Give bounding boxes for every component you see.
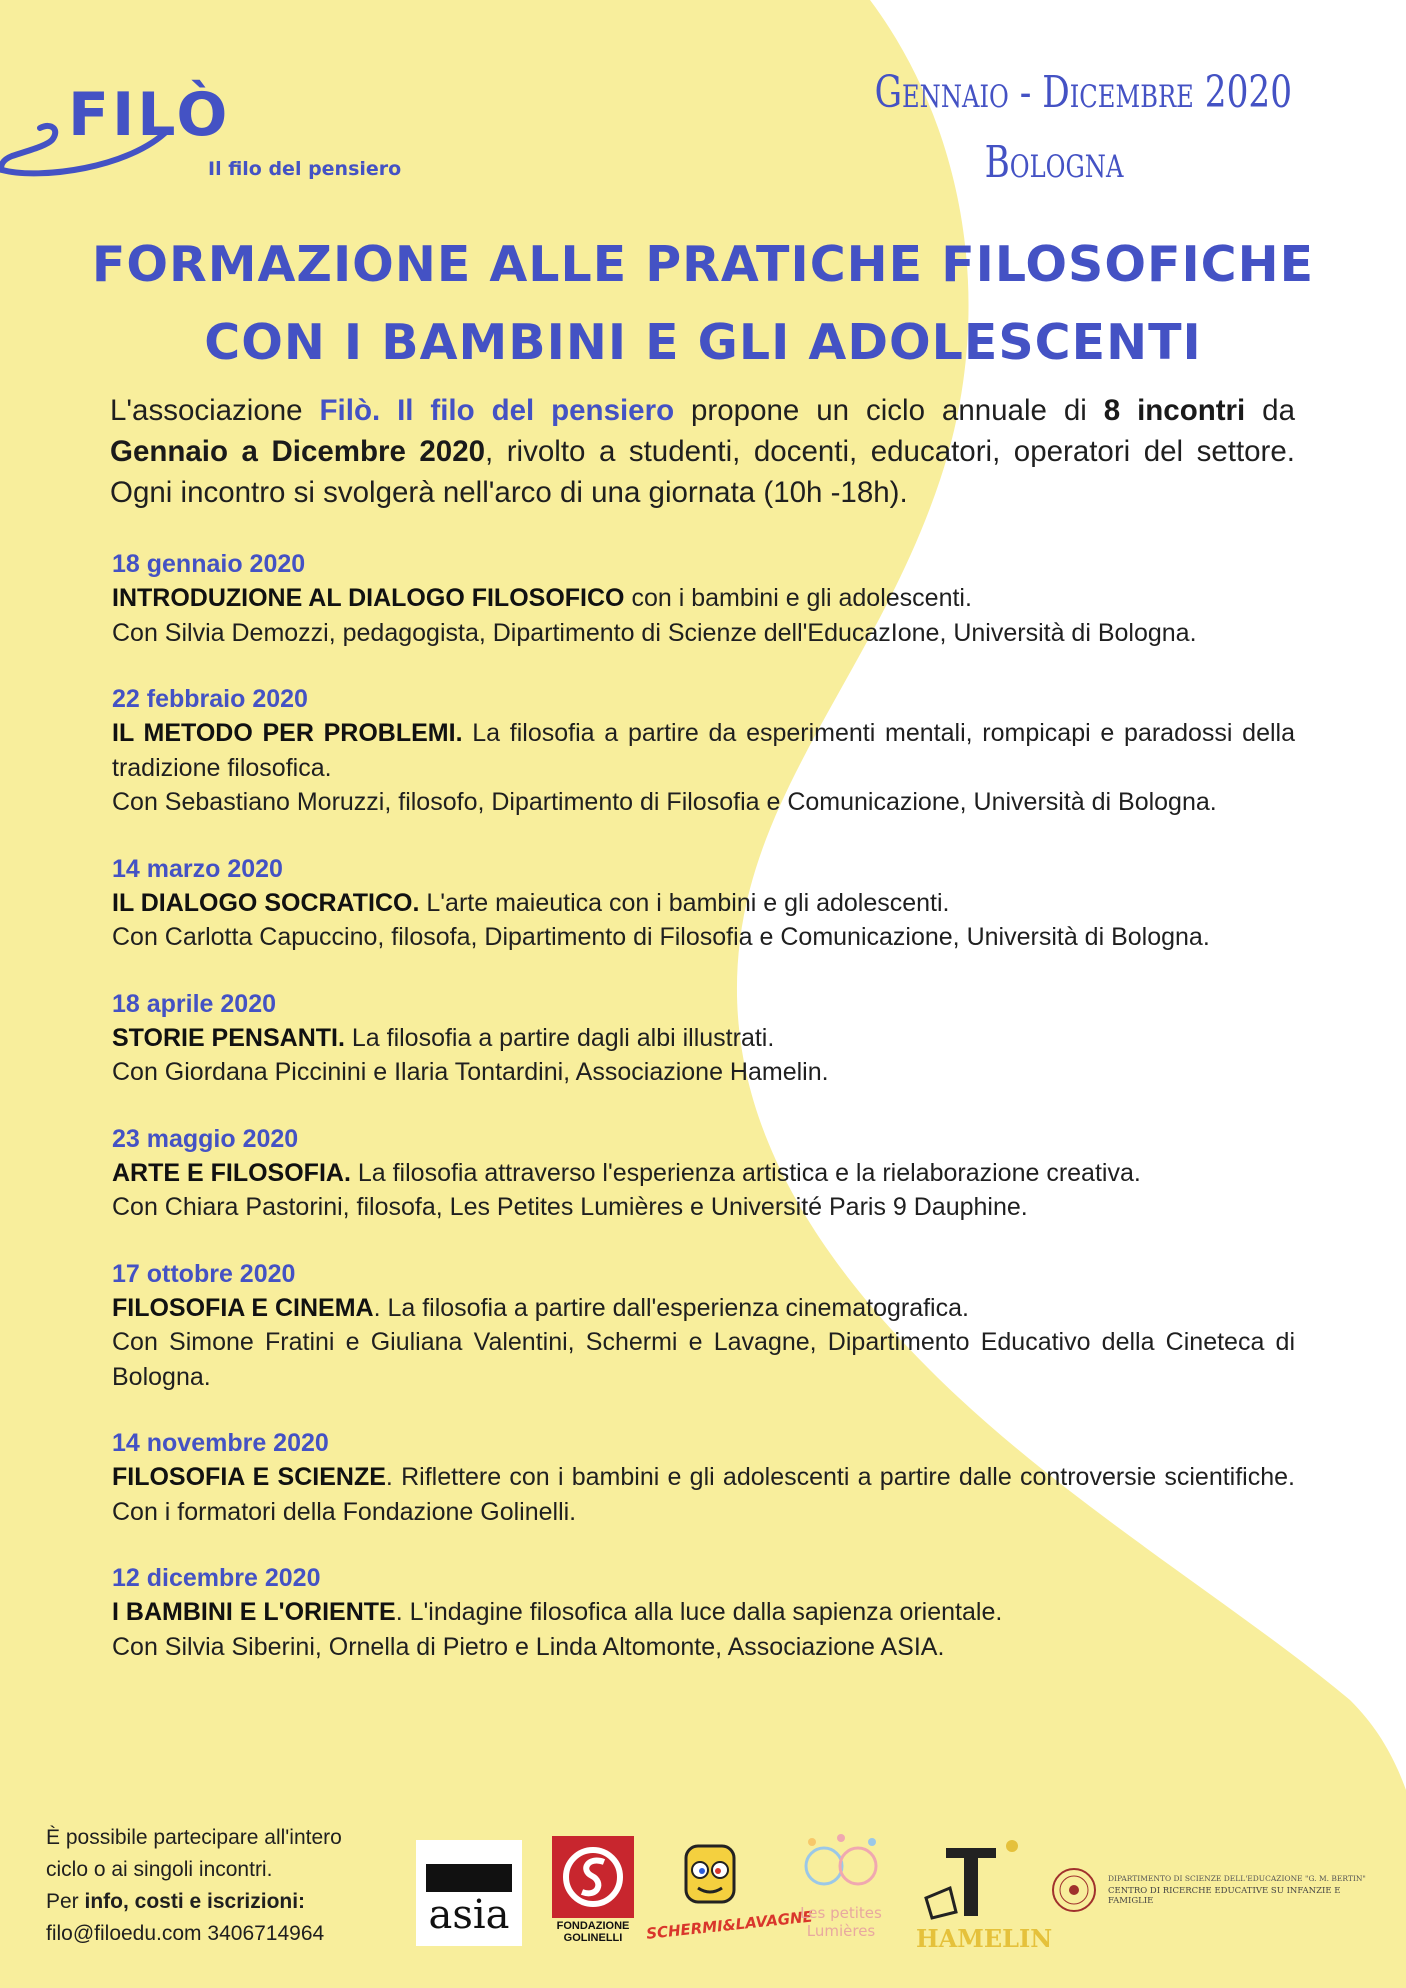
golinelli-emblem-icon xyxy=(552,1836,634,1918)
event-title: I BAMBINI E L'ORIENTE xyxy=(112,1598,396,1626)
event-description: La filosofia a partire dagli albi illustrati. xyxy=(344,1023,775,1052)
intro-paragraph xyxy=(110,390,1295,513)
hamelin-piper-icon xyxy=(916,1834,1032,1926)
event-speakers: Con Silvia Demozzi, pedagogista, Dipartimento di Scienze dell'EducazIone, Università di Bologna. xyxy=(112,618,1197,647)
event-body xyxy=(112,1460,1295,1529)
event-description: La filosofia attraverso l'esperienza artistica e la rielaborazione creativa. xyxy=(350,1158,1141,1187)
intro-text-2: propone un ciclo annuale di xyxy=(674,394,1104,427)
petites-lumieres-logo xyxy=(786,1830,896,1950)
asia-logo-text: asia xyxy=(428,1892,510,1938)
lumieres-logo-text xyxy=(786,1904,896,1940)
event-date: 14 novembre 2020 xyxy=(112,1429,329,1457)
event-description: L'arte maieutica con i bambini e gli adolescenti. xyxy=(419,888,950,917)
footer-info-label: info, costi e iscrizioni: xyxy=(84,1890,306,1913)
schermi-mascot-icon xyxy=(652,1836,768,1922)
lumieres-line-2: Lumières xyxy=(806,1922,876,1940)
event-speakers: Con Giordana Piccinini e Ilaria Tontardini, Associazione Hamelin. xyxy=(112,1058,829,1086)
footer-line-1: È possibile partecipare all'intero xyxy=(46,1826,342,1849)
event-date: 22 febbraio 2020 xyxy=(112,685,308,713)
footer-contact xyxy=(46,1918,342,1950)
event-title: STORIE PENSANTI. xyxy=(112,1023,345,1052)
event-description: . La filosofia a partire dall'esperienza cinematografica. xyxy=(373,1293,969,1322)
event-date: 18 gennaio 2020 xyxy=(112,550,306,578)
event-title: IL METODO PER PROBLEMI. xyxy=(112,719,463,747)
lumieres-kids-icon xyxy=(786,1830,896,1904)
event-description: La filosofia a partire da esperimenti mentali, rompicapi e paradossi della tradizione filosofica. xyxy=(112,719,1295,782)
hamelin-logo-text: HAMELIN xyxy=(916,1924,1053,1953)
event-body xyxy=(112,1595,1295,1664)
golinelli-logo-text: FONDAZIONE GOLINELLI xyxy=(556,1920,630,1944)
event-item xyxy=(112,1122,1295,1225)
title-line-1: FORMAZIONE ALLE PRATICHE FILOSOFICHE xyxy=(91,236,1315,293)
schermi-lavagne-logo xyxy=(645,1836,814,1952)
lumieres-line-1: Les petites xyxy=(800,1904,882,1922)
event-item xyxy=(112,547,1295,650)
event-body xyxy=(112,716,1295,820)
intro-text-1: L'associazione xyxy=(110,394,320,427)
event-item xyxy=(112,1426,1295,1529)
event-title: IL DIALOGO SOCRATICO. xyxy=(112,888,420,917)
unibo-department-text: DIPARTIMENTO DI SCIENZE DELL'EDUCAZIONE "G. M. BERTIN" xyxy=(1108,1874,1366,1883)
event-date: 18 aprile 2020 xyxy=(112,989,277,1018)
footer-info xyxy=(46,1822,342,1950)
footer-line-2: ciclo o ai singoli incontri. xyxy=(46,1858,273,1881)
intro-text-3: da xyxy=(1245,394,1295,427)
footer-line-3 xyxy=(46,1886,342,1918)
logo-tagline: Il filo del pensiero xyxy=(208,158,402,180)
event-body xyxy=(112,886,1295,955)
contact-email[interactable]: filo@filoedu.com xyxy=(46,1922,202,1945)
event-speakers: Con Carlotta Capuccino, filosofa, Dipartimento di Filosofia e Comunicazione, Università di Bologna. xyxy=(112,923,1210,951)
unibo-seal-icon xyxy=(1050,1866,1098,1914)
event-speakers: Con Sebastiano Moruzzi, filosofo, Dipartimento di Filosofia e Comunicazione, Università di Bologna. xyxy=(112,788,1217,816)
title-line-2: CON I BAMBINI E GLI ADOLESCENTI xyxy=(204,314,1202,371)
golinelli-logo xyxy=(552,1836,634,1948)
date-place-block xyxy=(874,58,1293,198)
intro-range: Gennaio a Dicembre 2020 xyxy=(110,435,486,468)
event-item xyxy=(112,1257,1295,1395)
event-date: 14 marzo 2020 xyxy=(112,854,283,883)
unibo-logo xyxy=(1050,1866,1370,1914)
event-body xyxy=(112,1291,1295,1395)
event-item xyxy=(112,987,1295,1090)
event-description: . L'indagine filosofica alla luce dalla sapienza orientale. xyxy=(395,1598,1003,1626)
event-item xyxy=(112,852,1295,955)
event-description: con i bambini e gli adolescenti. xyxy=(624,584,972,612)
events-list xyxy=(112,547,1295,1696)
event-title: FILOSOFIA E SCIENZE xyxy=(112,1463,386,1491)
asia-logo xyxy=(416,1840,522,1946)
unibo-centre-text: CENTRO DI RICERCHE EDUCATIVE SU INFANZIE E FAMIGLIE xyxy=(1108,1886,1341,1906)
event-date: 23 maggio 2020 xyxy=(112,1124,299,1153)
intro-text-4: , rivolto a studenti, docenti, educatori, operatori del settore. Ogni incontro si svolgerà nell'arco di una giornata (10h -18h). xyxy=(110,435,1295,509)
page-title xyxy=(40,226,1366,382)
event-speakers: Con Chiara Pastorini, filosofa, Les Petites Lumières e Université Paris 9 Dauphine. xyxy=(112,1193,1028,1221)
period-text: Gennaio - Dicembre 2020 xyxy=(874,67,1293,118)
event-body xyxy=(112,1021,1295,1090)
event-body xyxy=(112,1156,1295,1225)
logo-name: FILÒ xyxy=(68,80,231,150)
event-body xyxy=(112,581,1295,650)
schermi-logo-text: SCHERMI&LAVAGNE xyxy=(645,1907,814,1943)
city-text: Bologna xyxy=(984,137,1124,188)
event-speakers: Con Simone Fratini e Giuliana Valentini, Schermi e Lavagne, Dipartimento Educativo della Cineteca di Bologna. xyxy=(112,1328,1295,1391)
footer-info-prefix: Per xyxy=(46,1890,85,1913)
event-item xyxy=(112,1561,1295,1664)
event-date: 12 dicembre 2020 xyxy=(112,1564,321,1592)
event-title: INTRODUZIONE AL DIALOGO FILOSOFICO xyxy=(112,584,625,612)
hamelin-logo xyxy=(916,1834,1053,1953)
asia-logo-bar xyxy=(426,1864,512,1892)
event-date: 17 ottobre 2020 xyxy=(112,1259,296,1288)
event-title: ARTE E FILOSOFIA. xyxy=(112,1158,351,1187)
event-title: FILOSOFIA E CINEMA xyxy=(112,1293,374,1322)
event-item xyxy=(112,682,1295,820)
intro-count: 8 incontri xyxy=(1103,394,1246,427)
event-description: . Riflettere con i bambini e gli adolescenti a partire dalle controversie scientifiche. Con i formatori della Fondazione Golinelli. xyxy=(112,1463,1295,1526)
contact-phone[interactable]: 3406714964 xyxy=(207,1922,325,1945)
event-speakers: Con Silvia Siberini, Ornella di Pietro e Linda Altomonte, Associazione ASIA. xyxy=(112,1632,945,1661)
intro-org-name: Filò. Il filo del pensiero xyxy=(319,394,675,427)
